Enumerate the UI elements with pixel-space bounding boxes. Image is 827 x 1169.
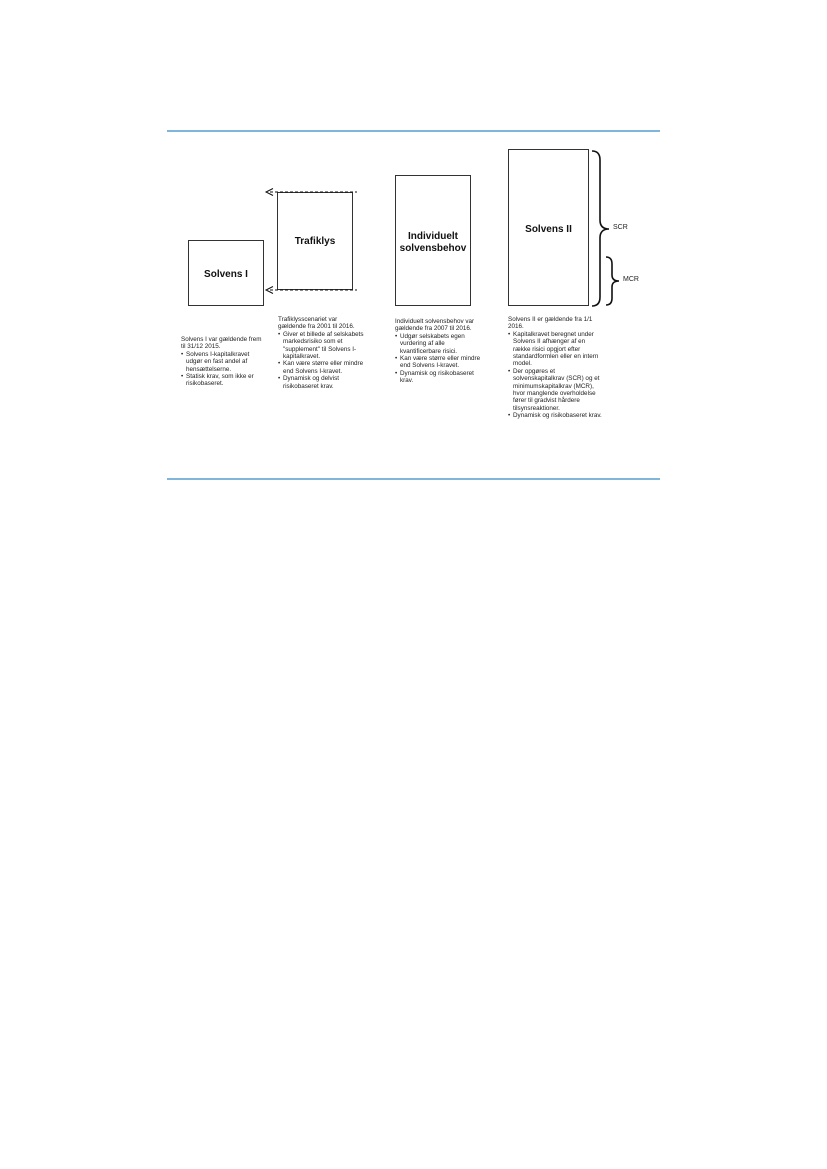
- solvens-1-description: [181, 336, 267, 388]
- mcr-brace: [606, 257, 619, 305]
- individuelt-bullets: [395, 333, 483, 385]
- trafiklys-bullets: [278, 331, 366, 390]
- solvens-1-bullet: • Statisk krav, som ikke er risikobaseret.: [181, 373, 267, 388]
- scr-label: SCR: [613, 224, 628, 231]
- individuelt-description: [395, 318, 483, 385]
- trafiklys-intro: Trafiklysscenariet var gældende fra 2001 til 2016.: [278, 316, 355, 331]
- individuelt-intro: Individuelt solvensbehov var gældende fra 2007 til 2016.: [395, 318, 475, 333]
- solvens-1-bullets: [181, 351, 267, 388]
- individuelt-label-line1: Individuelt: [408, 231, 458, 242]
- solvens-2-bullet: • Der opgøres et solvenskapitalkrav (SCR) og et minimumskapitalkrav (MCR), hvor manglende overholdelse fører til gradvist hårdere tilsynsreaktioner.: [508, 368, 602, 412]
- solvens-1-label: Solvens I: [204, 269, 248, 280]
- trafiklys-bullet: • Dynamisk og delvist risikobaseret krav.: [278, 375, 366, 390]
- solvens-2-bullet: • Kapitalkravet beregnet under Solvens II afhænger af en række risici opgjort efter standardformlen eller en intern model.: [508, 331, 602, 368]
- trafiklys-bullet: • Giver et billede af selskabets markedsrisiko som et "supplement" til Solvens I-kapitalkravet.: [278, 331, 366, 361]
- trafiklys-upper-arrow: [266, 189, 357, 196]
- solvens-2-bullets: [508, 331, 602, 420]
- solvens-2-intro: Solvens II er gældende fra 1/1 2016.: [508, 316, 593, 331]
- scr-brace: [592, 151, 609, 306]
- individuelt-bullet: • Dynamisk og risikobaseret krav.: [395, 370, 483, 385]
- trafiklys-label: Trafiklys: [294, 236, 336, 247]
- individuelt-bullet: • Udgør selskabets egen vurdering af alle kvantificerbare risici.: [395, 333, 483, 355]
- trafiklys-lower-arrow: [266, 287, 357, 294]
- solvens-2-label: Solvens II: [525, 224, 572, 235]
- individuelt-bullet: • Kan være større eller mindre end Solvens I-kravet.: [395, 355, 483, 370]
- trafiklys-description: [278, 316, 366, 390]
- solvens-1-bullet: • Solvens I-kapitalkravet udgør en fast andel af hensættelserne.: [181, 351, 267, 373]
- solvens-2-description: [508, 316, 602, 420]
- mcr-label: MCR: [623, 276, 639, 283]
- solvens-1-intro: Solvens I var gældende frem til 31/12 2015.: [181, 336, 262, 351]
- solvens-2-bullet: • Dynamisk og risikobaseret krav.: [508, 412, 602, 419]
- individuelt-label-line2: solvensbehov: [399, 243, 467, 254]
- trafiklys-bullet: • Kan være større eller mindre end Solvens I-kravet.: [278, 360, 366, 375]
